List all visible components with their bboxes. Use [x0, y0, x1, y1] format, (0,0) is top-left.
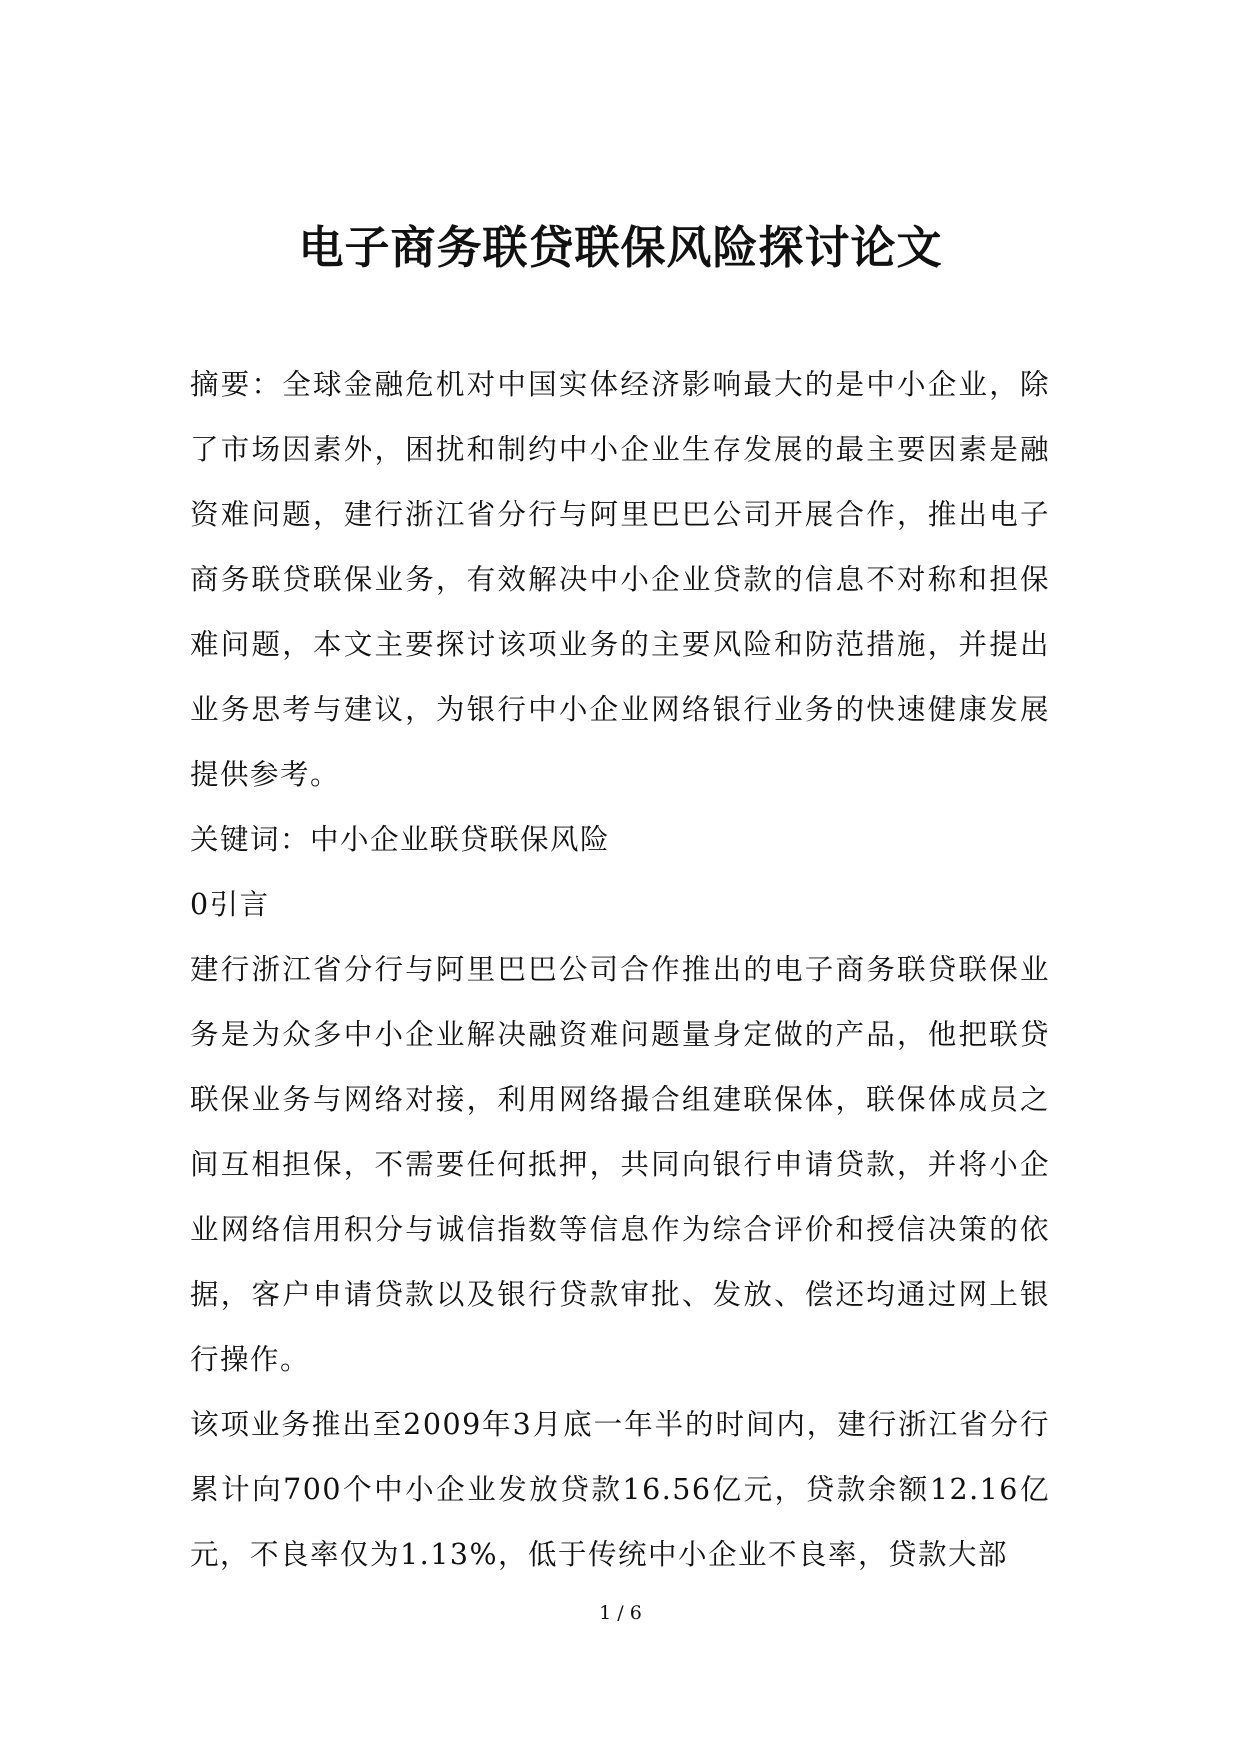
page-number: 1 / 6: [599, 1602, 642, 1624]
abstract-paragraph: 摘要：全球金融危机对中国实体经济影响最大的是中小企业，除了市场因素外，困扰和制约中小企业生存发展的最主要因素是融资难问题，建行浙江省分行与阿里巴巴公司开展合作，推出电子商务联贷联保业务，有效解决中小企业贷款的信息不对称和担保难问题，本文主要探讨该项业务的主要风险和防范措施，并提出业务思考与建议，为银行中小企业网络银行业务的快速健康发展提供参考。: [190, 368, 1050, 791]
document-body: [190, 352, 1050, 1587]
section-heading-introduction: 0引言: [190, 888, 270, 921]
document-title: 电子商务联贷联保风险探讨论文: [298, 221, 943, 274]
body-paragraph: 该项业务推出至2009年3月底一年半的时间内，建行浙江省分行累计向700个中小企业发放贷款16.56亿元，贷款余额12.16亿元，不良率仅为1.13%，低于传统中小企业不良率，贷款大部: [190, 1408, 1050, 1571]
keywords-paragraph: 关键词：中小企业联贷联保风险: [190, 823, 611, 856]
body-paragraph: 建行浙江省分行与阿里巴巴公司合作推出的电子商务联贷联保业务是为众多中小企业解决融资难问题量身定做的产品，他把联贷联保业务与网络对接，利用网络撮合组建联保体，联保体成员之间互相担保，不需要任何抵押，共同向银行申请贷款，并将小企业网络信用积分与诚信指数等信息作为综合评价和授信决策的依据，客户申请贷款以及银行贷款审批、发放、偿还均通过网上银行操作。: [190, 953, 1050, 1376]
